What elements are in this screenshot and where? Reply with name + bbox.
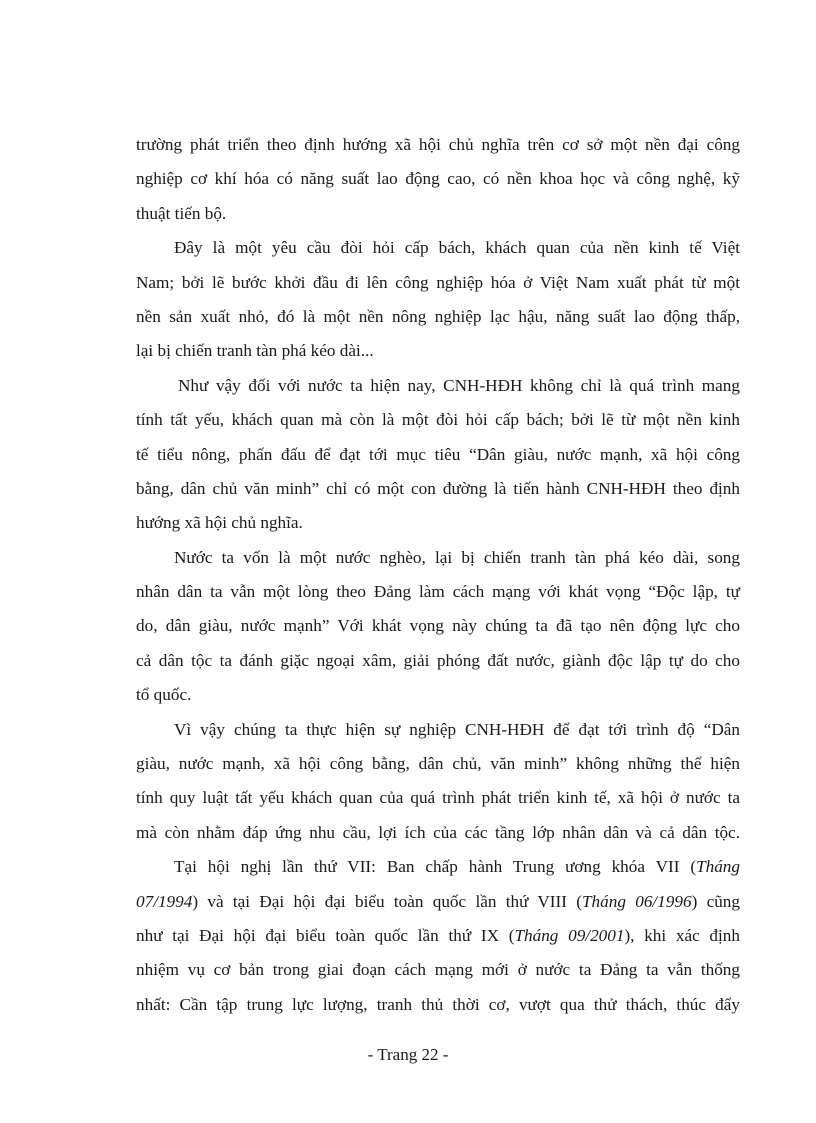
text-segment: Tại hội nghị lần thứ VII: Ban chấp hành Trung ương khóa VII ( [174,857,697,877]
text-line: nền sản xuất nhỏ, đó là một nền nông nghiệp lạc hậu, năng suất lao động thấp, [136,306,740,326]
text-line [136,919,740,953]
text-line: lại bị chiến tranh tàn phá kéo dài... [136,341,374,361]
text-line: nhân dân ta vẫn một lòng theo Đảng làm cách mạng với khát vọng “Độc lập, tự [136,582,740,602]
text-line: Đây là một yêu cầu đòi hỏi cấp bách, khách quan của nền kinh tế Việt [174,238,740,258]
text-line [136,850,740,884]
text-line: Như vậy đối với nước ta hiện nay, CNH-HĐH không chỉ là quá trình mang [178,375,740,395]
italic-date: Tháng 09/2001 [514,925,625,945]
text-segment: ) cũng [691,891,740,911]
text-line: mà còn nhằm đáp ứng nhu cầu, lợi ích của các tầng lớp nhân dân và cả dân tộc. [136,822,740,842]
italic-date: Tháng 06/1996 [582,891,692,911]
document-body [136,128,740,1022]
text-line: Vì vậy chúng ta thực hiện sự nghiệp CNH-HĐH để đạt tới trình độ “Dân [174,719,740,739]
text-line: do, dân giàu, nước mạnh” Với khát vọng này chúng ta đã tạo nên động lực cho [136,616,740,636]
text-line: trường phát triển theo định hướng xã hội chủ nghĩa trên cơ sở một nền đại công [136,135,740,154]
page-number-footer: - Trang 22 - [367,1045,449,1064]
text-segment: ), khi xác định [624,925,740,945]
text-line [136,885,740,919]
text-line: tổ quốc. [136,685,192,705]
text-line: tính tất yếu, khách quan mà còn là một đòi hỏi cấp bách; bởi lẽ từ một nền kinh [136,410,740,430]
text-line: tính quy luật tất yếu khách quan của quá trình phát triển kinh tế, xã hội ở nước ta [136,788,740,808]
text-line: nhiệm vụ cơ bản trong giai đoạn cách mạng mới ở nước ta Đảng ta vẫn thống [136,960,740,980]
text-segment: như tại Đại hội đại biểu toàn quốc lần thứ IX ( [136,925,515,945]
text-line: Nước ta vốn là một nước nghèo, lại bị chiến tranh tàn phá kéo dài, song [174,547,740,567]
text-line: cả dân tộc ta đánh giặc ngoại xâm, giải phóng đất nước, giành độc lập tự do cho [136,650,740,670]
text-line: nhất: Cần tập trung lực lượng, tranh thủ thời cơ, vượt qua thử thách, thúc đẩy [136,994,740,1014]
text-line: bằng, dân chủ văn minh” chỉ có một con đường là tiến hành CNH-HĐH theo định [136,478,740,498]
text-line: giàu, nước mạnh, xã hội công bằng, dân chủ, văn minh” không những thể hiện [136,754,740,774]
text-line: Nam; bởi lẽ bước khởi đầu đi lên công nghiệp hóa ở Việt Nam xuất phát từ một [136,272,740,292]
italic-date: Tháng [696,857,740,877]
text-line: hướng xã hội chủ nghĩa. [136,513,303,533]
italic-date: 07/1994 [136,891,193,911]
text-line: nghiệp cơ khí hóa có năng suất lao động cao, có nền khoa học và công nghệ, kỹ [136,169,740,189]
text-line: thuật tiến bộ. [136,203,227,223]
text-line: tế tiểu nông, phấn đấu để đạt tới mục tiêu “Dân giàu, nước mạnh, xã hội công [136,444,740,464]
text-segment: ) và tại Đại hội đại biểu toàn quốc lần thứ VIII ( [192,891,582,911]
